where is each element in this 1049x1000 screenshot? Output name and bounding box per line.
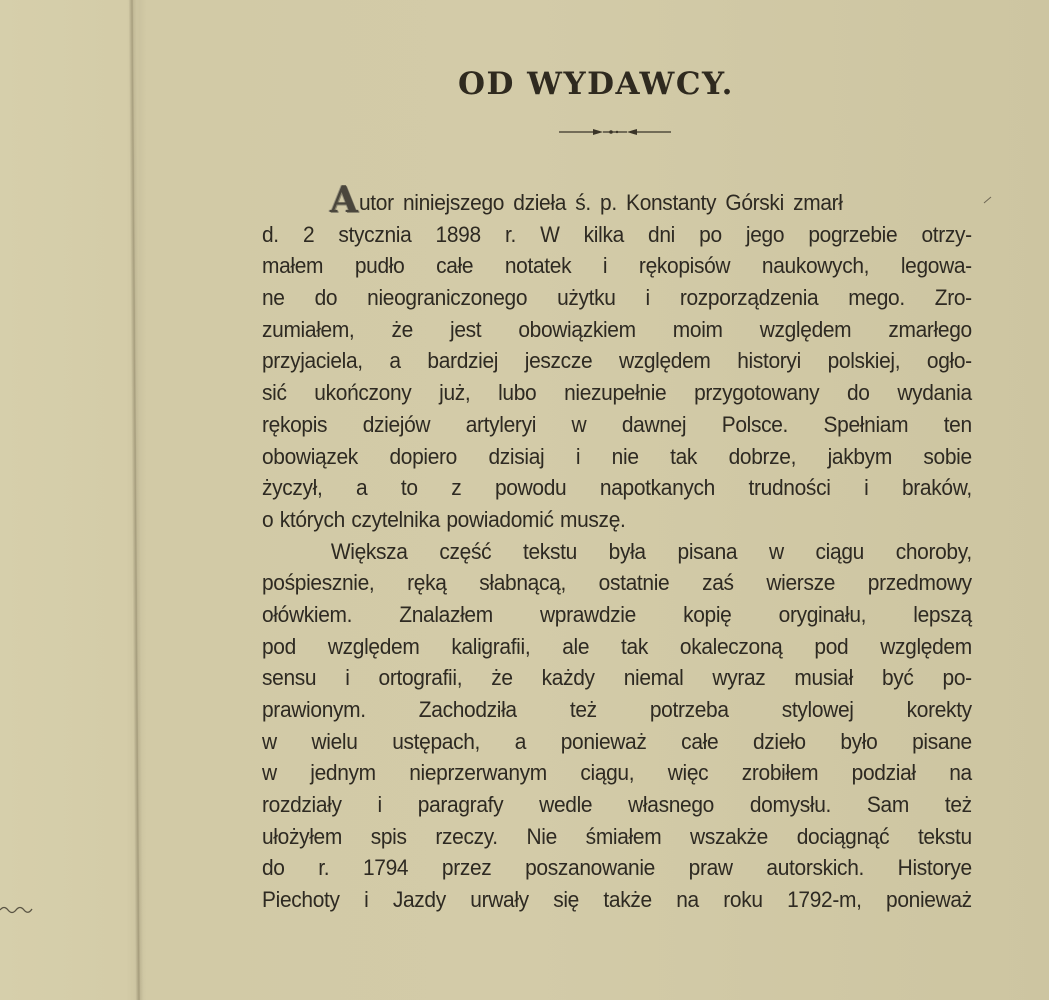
text-line: rękopis dziejów artyleryi w dawnej Polsce. Spełniam ten bbox=[262, 411, 972, 437]
text-line: d. 2 stycznia 1898 r. W kilka dni po jego pogrzebie otrzy- bbox=[262, 221, 972, 247]
text-line: sić ukończony już, lubo niezupełnie przygotowany do wydania bbox=[262, 380, 972, 406]
text-line: do r. 1794 przez poszanowanie praw autorskich. Historye bbox=[262, 855, 972, 881]
text-line: pośpiesznie, ręką słabnącą, ostatnie zaś wiersze przedmowy bbox=[262, 570, 972, 596]
left-page bbox=[0, 0, 134, 1000]
text-line: zumiałem, że jest obowiązkiem moim względem zmarłego bbox=[262, 316, 972, 342]
pencil-tick-icon bbox=[983, 195, 993, 205]
text-line: małem pudło całe notatek i rękopisów naukowych, legowa- bbox=[262, 253, 972, 279]
text-line: ne do nieograniczonego użytku i rozporządzenia mego. Zro- bbox=[262, 285, 972, 311]
paragraph-1 bbox=[262, 179, 972, 536]
text-line-content: utor niniejszego dzieła ś. p. Konstanty Górski zmarł bbox=[358, 190, 843, 215]
text-line: przyjaciela, a bardziej jeszcze względem historyi polskiej, ogło- bbox=[262, 348, 972, 374]
text-line: o których czytelnika powiadomić muszę. bbox=[262, 506, 626, 532]
drop-cap-letter: A bbox=[330, 179, 358, 221]
text-line: prawionym. Zachodziła też potrzeba stylowej korekty bbox=[262, 697, 972, 722]
squiggle-mark-icon bbox=[0, 902, 40, 916]
text-line: Większa część tekstu była pisana w ciągu choroby, bbox=[330, 538, 972, 564]
text-line: ułożyłem spis rzeczy. Nie śmiałem wszakże dociągnąć tekstu bbox=[262, 823, 972, 849]
text-line: ołówkiem. Znalazłem wprawdzie kopię oryginału, lepszą bbox=[262, 601, 972, 627]
body-text bbox=[262, 179, 972, 916]
text-line: obowiązek dopiero dzisiaj i nie tak dobrze, jakbym sobie bbox=[262, 443, 972, 469]
paragraph-2 bbox=[262, 536, 972, 916]
text-line: pod względem kaligrafii, ale tak okaleczoną pod względem bbox=[262, 633, 972, 659]
right-page bbox=[140, 0, 1049, 1000]
text-line: życzył, a to z powodu napotkanych trudności i braków, bbox=[262, 475, 972, 501]
page-title: OD WYDAWCY. bbox=[458, 66, 734, 102]
rule-with-arrows-ornament-icon bbox=[559, 126, 671, 138]
text-line: Piechoty i Jazdy urwały się także na roku 1792-m, ponieważ bbox=[262, 887, 972, 913]
text-line bbox=[262, 179, 972, 221]
text-line: sensu i ortografii, że każdy niemal wyraz musiał być po- bbox=[262, 665, 972, 691]
text-line: w wielu ustępach, a ponieważ całe dzieło było pisane bbox=[262, 728, 972, 754]
text-line: rozdziały i paragrafy wedle własnego domysłu. Sam też bbox=[262, 792, 972, 818]
text-line: w jednym nieprzerwanym ciągu, więc zrobiłem podział na bbox=[262, 760, 972, 786]
